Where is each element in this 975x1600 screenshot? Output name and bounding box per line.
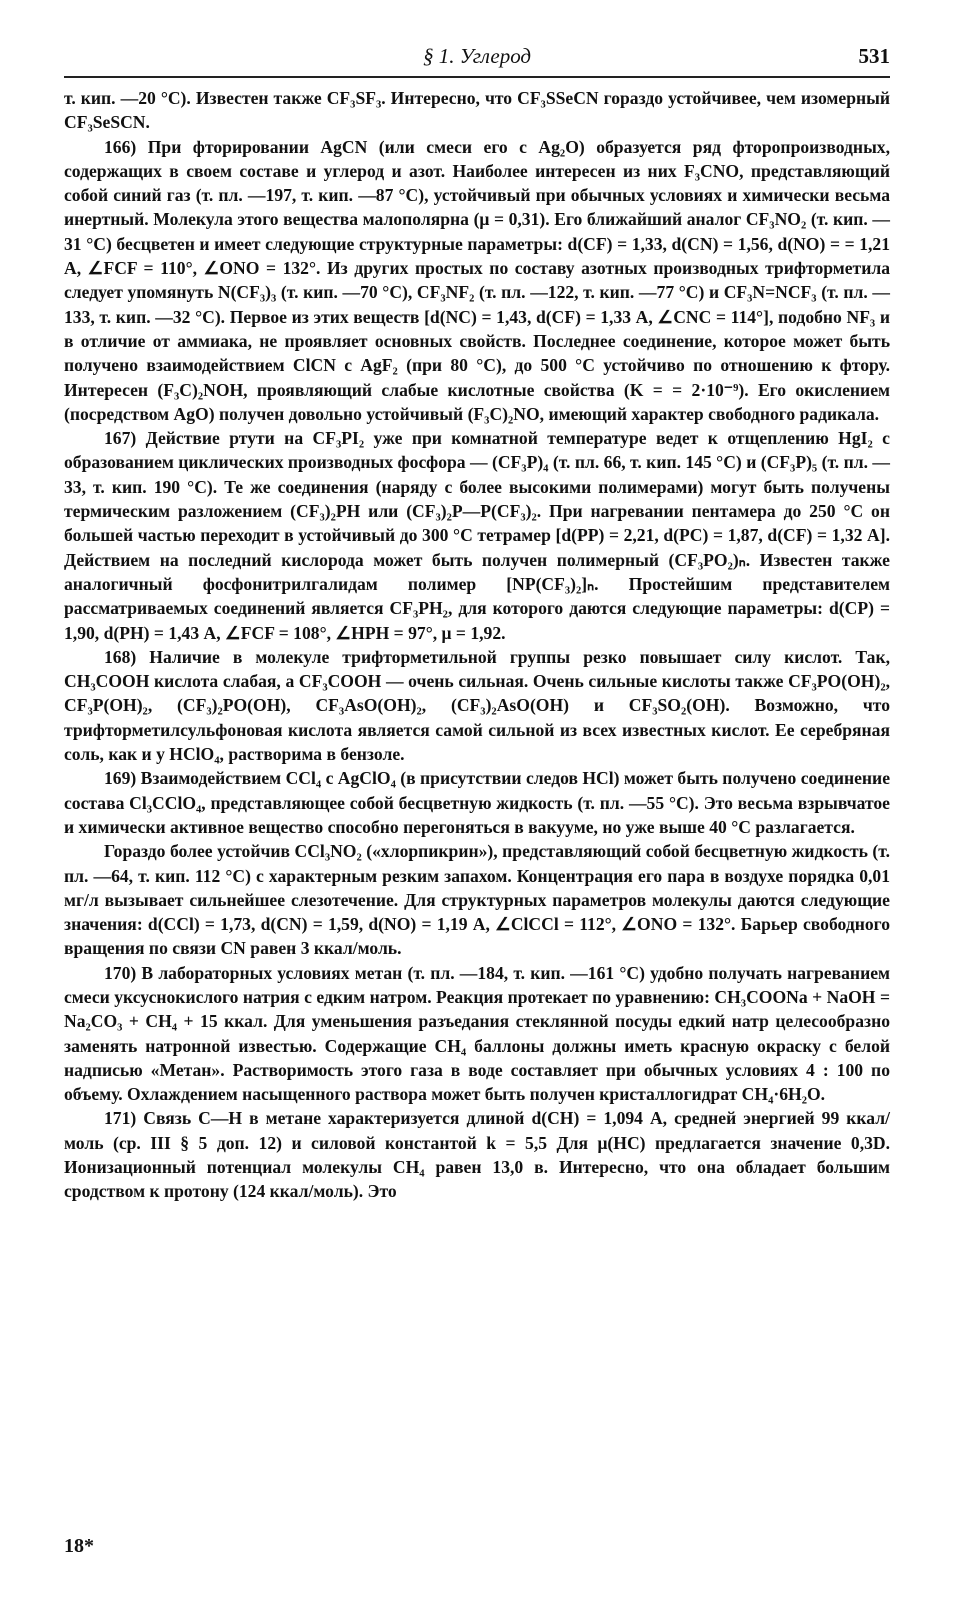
paragraph-166: 166) При фторировании AgCN (или смеси его с Ag₂O) образуется ряд фторопроизводных, содержащих в своем составе и углерод и азот. Наиболее интересен из них F₃CNO, представляющий собой синий газ (т. пл. —197, т. кип. —87 °С), устойчивый при обычных условиях и химически весьма инертный. Молекула этого вещества малополярна (μ = 0,31). Его ближайший аналог CF₃NO₂ (т. кип. —31 °С) бесцветен и имеет следующие структурные параметры: d(CF) = 1,33, d(CN) = 1,56, d(NO) = = 1,21 А, ∠FCF = 110°, ∠ONO = 132°. Из других простых по составу азотных производных трифторметила следует упомянуть N(CF₃)₃ (т. кип. —70 °С), CF₃NF₂ (т. пл. —122, т. кип. —77 °С) и CF₃N=NCF₃ (т. пл. —133, т. кип. —32 °С). Первое из этих веществ [d(NC) = 1,43, d(CF) = 1,33 А, ∠CNC = 114°], подобно NF₃ и в отличие от аммиака, не проявляет основных свойств. Последнее соединение, которое может быть получено взаимодействием ClCN с AgF₂ (при 80 °С), до 500 °С устойчиво по отношению к фтору. Интересен (F₃C)₂NOH, проявляющий слабые кислотные свойства (K = = 2·10⁻⁹). Его окислением (посредством AgO) получен довольно устойчивый (F₃C)₂NO, имеющий характер свободного радикала. — [64, 136, 890, 424]
paragraph-chloropicrin: Гораздо более устойчив CCl₃NO₂ («хлорпикрин»), представляющий собой бесцветную жидкость (т. пл. —64, т. кип. 112 °С) с характерным резким запахом. Концентрация его пара в воздухе порядка 0,01 мг/л вызывает сильнейшее слезотечение. Для структурных параметров молекулы даются следующие значения: d(CCl) = 1,73, d(CN) = 1,59, d(NO) = 1,19 А, ∠ClCCl = 112°, ∠ONO = 132°. Барьер свободного вращения по связи CN равен 3 ккал/моль. — [64, 841, 890, 959]
book-page — [64, 36, 890, 1576]
signature-mark: 18* — [64, 1535, 94, 1557]
paragraph-170: 170) В лабораторных условиях метан (т. пл. —184, т. кип. —161 °С) удобно получать нагреванием смеси уксуснокислого натрия с едким натром. Реакция протекает по уравнению: CH₃COONa + NaOH = Na₂CO₃ + CH₄ + 15 ккал. Для уменьшения разъедания стеклянной посуды едкий натр целесообразно заменять натронной известью. Содержащие CH₄ баллоны должны иметь красную окраску с белой надписью «Метан». Растворимость этого газа в воде составляет при обычных условиях 4 : 100 по объему. Охлаждением насыщенного раствора может быть получен кристаллогидрат CH₄·6H₂O. — [64, 962, 890, 1105]
page-number: 531 — [858, 44, 890, 68]
paragraph-169: 169) Взаимодействием CCl₄ с AgClO₄ (в присутствии следов HCl) может быть получено соединение состава Cl₃CClO₄, представляющее собой бесцветную жидкость (т. пл. —55 °С). Это весьма взрывчатое и химически активное вещество способно перегоняться в вакууме, но уже выше 40 °С разлагается. — [64, 768, 890, 837]
header-rule — [64, 76, 890, 78]
paragraph-171: 171) Связь C—H в метане характеризуется длиной d(CH) = 1,094 А, средней энергией 99 ккал/моль (ср. III § 5 доп. 12) и силовой константой k = 5,5 Для μ(HC) предлагается значение 0,3D. Ионизационный потенциал молекулы CH₄ равен 13,0 в. Интересно, что она обладает большим сродством к протону (124 ккал/моль). Это — [64, 1108, 890, 1202]
paragraph-167: 167) Действие ртути на CF₃PI₂ уже при комнатной температуре ведет к отщеплению HgI₂ с образованием циклических производных фосфора — (CF₃P)₄ (т. пл. 66, т. кип. 145 °С) и (CF₃P)₅ (т. пл. —33, т. кип. 190 °С). Те же соединения (наряду с более высокими полимерами) могут быть получены термическим разложением (CF₃)₂PH или (CF₃)₂P—P(CF₃)₂. При нагревании пентамера до 250 °С он большей частью переходит в устойчивый до 300 °С тетрамер [d(PP) = 2,21, d(PC) = 1,87, d(CF) = 1,32 А]. Действием на последний кислорода может быть получен полимерный (CF₃PO₂)ₙ. Известен также аналогичный фосфонитрилгалидам полимер [NP(CF₃)₂]ₙ. Простейшим представителем рассматриваемых соединений является CF₃PH₂, для которого даются следующие параметры: d(CP) = 1,90, d(PH) = 1,43 А, ∠FCF = 108°, ∠HPH = 97°, μ = 1,92. — [64, 428, 890, 643]
paragraph-continuation: т. кип. —20 °С). Известен также CF₃SF₃. Интересно, что CF₃SSeCN гораздо устойчивее, чем изомерный CF₃SeSCN. — [64, 88, 890, 133]
page-body — [64, 86, 890, 1204]
paragraph-168: 168) Наличие в молекуле трифторметильной группы резко повышает силу кислот. Так, CH₃COOH кислота слабая, а CF₃COOH — очень сильная. Очень сильные кислоты также CF₃PO(OH)₂, CF₃P(OH)₂, (CF₃)₂PO(OH), CF₃AsO(OH)₂, (CF₃)₂AsO(OH) и CF₃SO₂(OH). Возможно, что трифторметилсульфоновая кислота является самой сильной из всех известных кислот. Ее серебряная соль, как и у HClO₄, растворима в бензоле. — [64, 646, 890, 765]
page-header — [64, 36, 890, 76]
running-head: § 1. Углерод — [422, 44, 532, 68]
